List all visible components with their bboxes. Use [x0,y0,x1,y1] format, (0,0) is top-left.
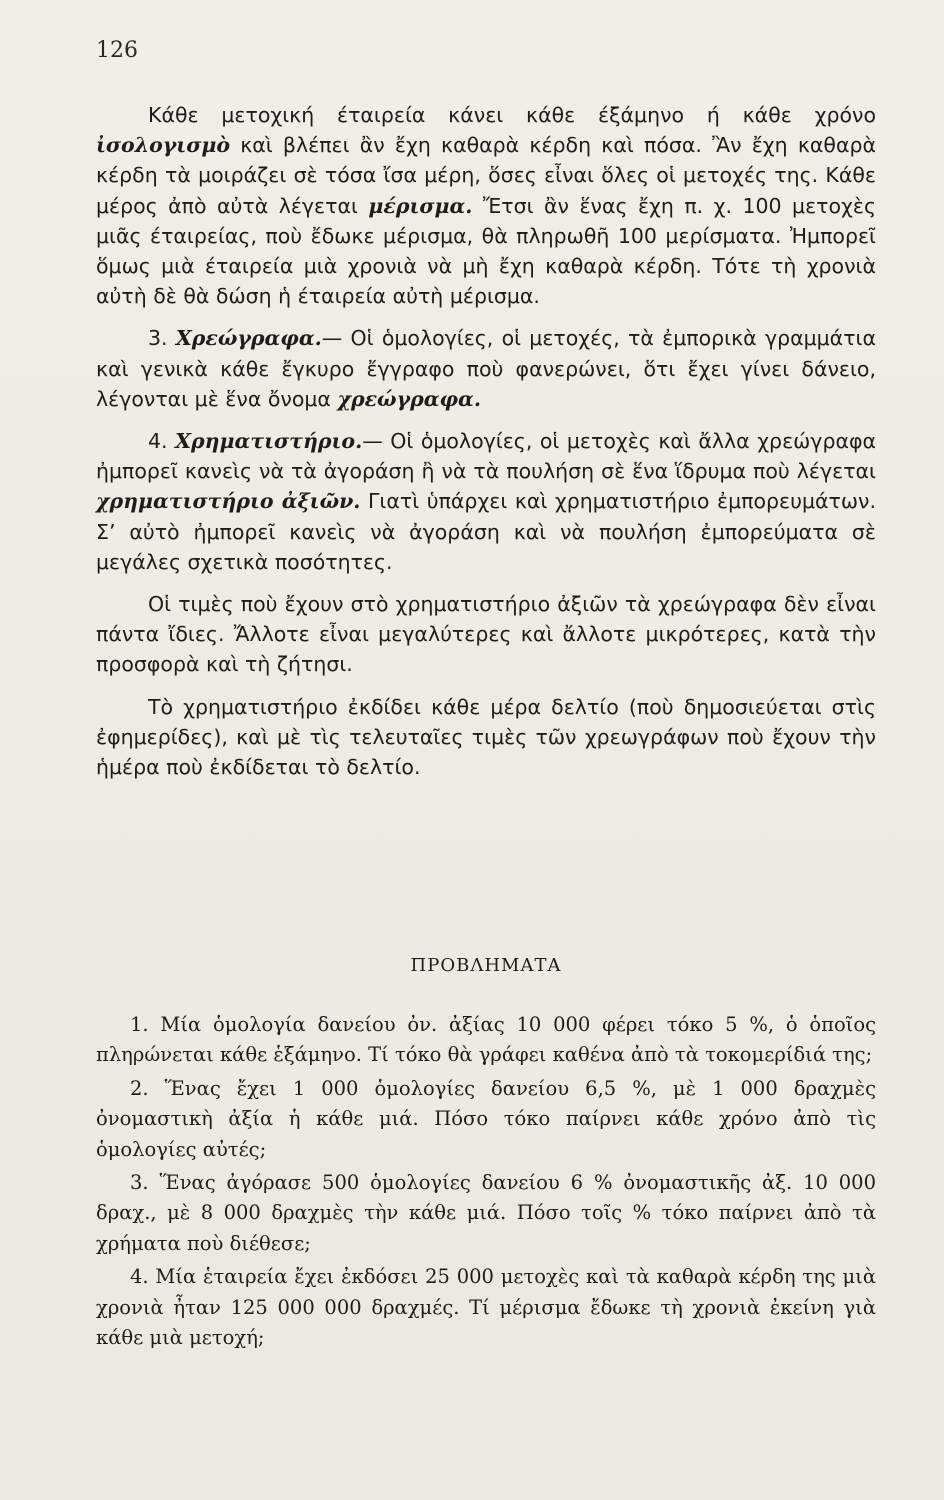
paragraph-stock-exchange: 4. Χρηματιστήριο.— Οἱ ὁμολογίες, οἱ μετοχὲς καὶ ἄλλα χρεώγραφα ἠμπορεῖ κανεὶς νὰ τὰ ἀγοράση ἢ νὰ τὰ πουλήση σὲ ἕνα ἵδρυμα ποὺ λέγεται χρηματιστήριο ἀξιῶν. Γιατὶ ὑπάρχει καὶ χρηματιστήριο ἐμπορευμάτων. Σ’ αὐτὸ ἠμπορεῖ κανεὶς νὰ ἀγοράση καὶ νὰ πουλήση ἐμπορεύματα σὲ μεγάλες σχετικὰ ποσότητες. [96,429,877,574]
page-number: 126 [96,38,138,63]
paragraph-prices: Οἱ τιμὲς ποὺ ἔχουν στὸ χρηματιστήριο ἀξιῶν τὰ χρεώγραφα δὲν εἶναι πάντα ἴδιες. Ἄλλοτε εἶναι μεγαλύτερες καὶ ἄλλοτε μικρότερες, κατὰ τὴν προσφορὰ καὶ τὴ ζήτησι. [96,592,876,677]
problems-heading: ΠΡΟΒΛΗΜΑΤΑ [410,955,562,976]
body-text [96,100,876,794]
paragraph-bulletin: Τὸ χρηματιστήριο ἐκδίδει κάθε μέρα δελτίο (ποὺ δημοσιεύεται στὶς ἐφημερίδες), καὶ μὲ τὶς τελευταῖες τιμὲς τῶν χρεωγράφων ποὺ ἔχουν τὴν ἡμέρα ποὺ ἐκδίδεται τὸ δελτίο. [96,694,876,780]
problem-item: 1. Μία ὁμολογία δανείου ὀν. ἀξίας 10 000 φέρει τόκο 5 %, ὁ ὁποῖος πληρώνεται κάθε ἑξάμηνο. Τί τόκο θὰ γράφει καθένα ἀπὸ τὰ τοκομερίδιά της; [96,1013,876,1067]
term-balance-sheet: ἰσολογισμὸ [96,133,231,158]
problem-item: 3. Ἕνας ἀγόρασε 500 ὁμολογίες δανείου 6 % ὀνομαστικῆς ἀξ. 10 000 δραχ., μὲ 8 000 δραχμὲς τὴν κάθε μιά. Πόσο τοῖς % τόκο παίρνει ἀπὸ τὰ χρήματα ποὺ διέθεσε; [96,1171,876,1255]
term-stock-exchange: χρηματιστήριο ἀξιῶν. [96,489,361,514]
problem-item: 2. Ἕνας ἔχει 1 000 ὁμολογίες δανείου 6,5 %, μὲ 1 000 δραχμὲς ὀνομαστικὴ ἀξία ἡ κάθε μιά. Πόσο τόκο παίρνει κάθε χρόνο ἀπὸ τὶς ὁμολογίες αὐτές; [96,1076,876,1161]
term-securities-heading: Χρεώγραφα. [175,326,322,351]
problem-item: 4. Μία ἑταιρεία ἔχει ἐκδόσει 25 000 μετοχὲς καὶ τὰ καθαρὰ κέρδη της μιὰ χρονιὰ ἦταν 125 000 000 δραχμές. Τί μέρισμα ἔδωκε τὴ χρονιὰ ἐκείνη γιὰ κάθε μιὰ μετοχή; [96,1265,876,1350]
term-exchange-heading: Χρηματιστήριο. [175,429,363,454]
paragraph-dividend: Κάθε μετοχική έταιρεία κάνει κάθε έξάμηνο ή κάθε χρόνο ἰσολογισμὸ καὶ βλέπει ἂν ἔχη καθαρὰ κέρδη καὶ πόσα. Ἂν ἔχη καθαρὰ κέρδη τὰ μοιράζει σὲ τόσα ἴσα μέρη, ὅσες εἶναι ὅλες οἱ μετοχές της. Κάθε μέρος ἀπὸ αὐτὰ λέγεται μέρισμα. Ἔτσι ἂν ἕνας ἔχη π. χ. 100 μετοχὲς μιᾶς έταιρείας, ποὺ ἔδωκε μέρισμα, θὰ πληρωθῆ 100 μερίσματα. Ἠμπορεῖ ὅμως μιὰ έταιρεία μιὰ χρονιὰ νὰ μὴ ἔχη καθαρὰ κέρδη. Τότε τὴ χρονιὰ αὐτὴ δὲ θὰ δώση ἡ έταιρεία αὐτὴ μέρισμα. [96,103,876,309]
term-securities: χρεώγραφα. [337,386,481,411]
paragraph-securities: 3. Χρεώγραφα.— Οἱ ὁμολογίες, οἱ μετοχές, τὰ ἐμπορικὰ γραμμάτια καὶ γενικὰ κάθε ἔγκυρο ἔγγραφο ποὺ φανερώνει, ὅτι ἔχει γίνει δάνειο, λέγονται μὲ ἕνα ὄνομα χρεώγραφα. [96,326,876,411]
problems-list [96,1010,876,1356]
term-dividend: μέρισμα. [368,193,473,218]
